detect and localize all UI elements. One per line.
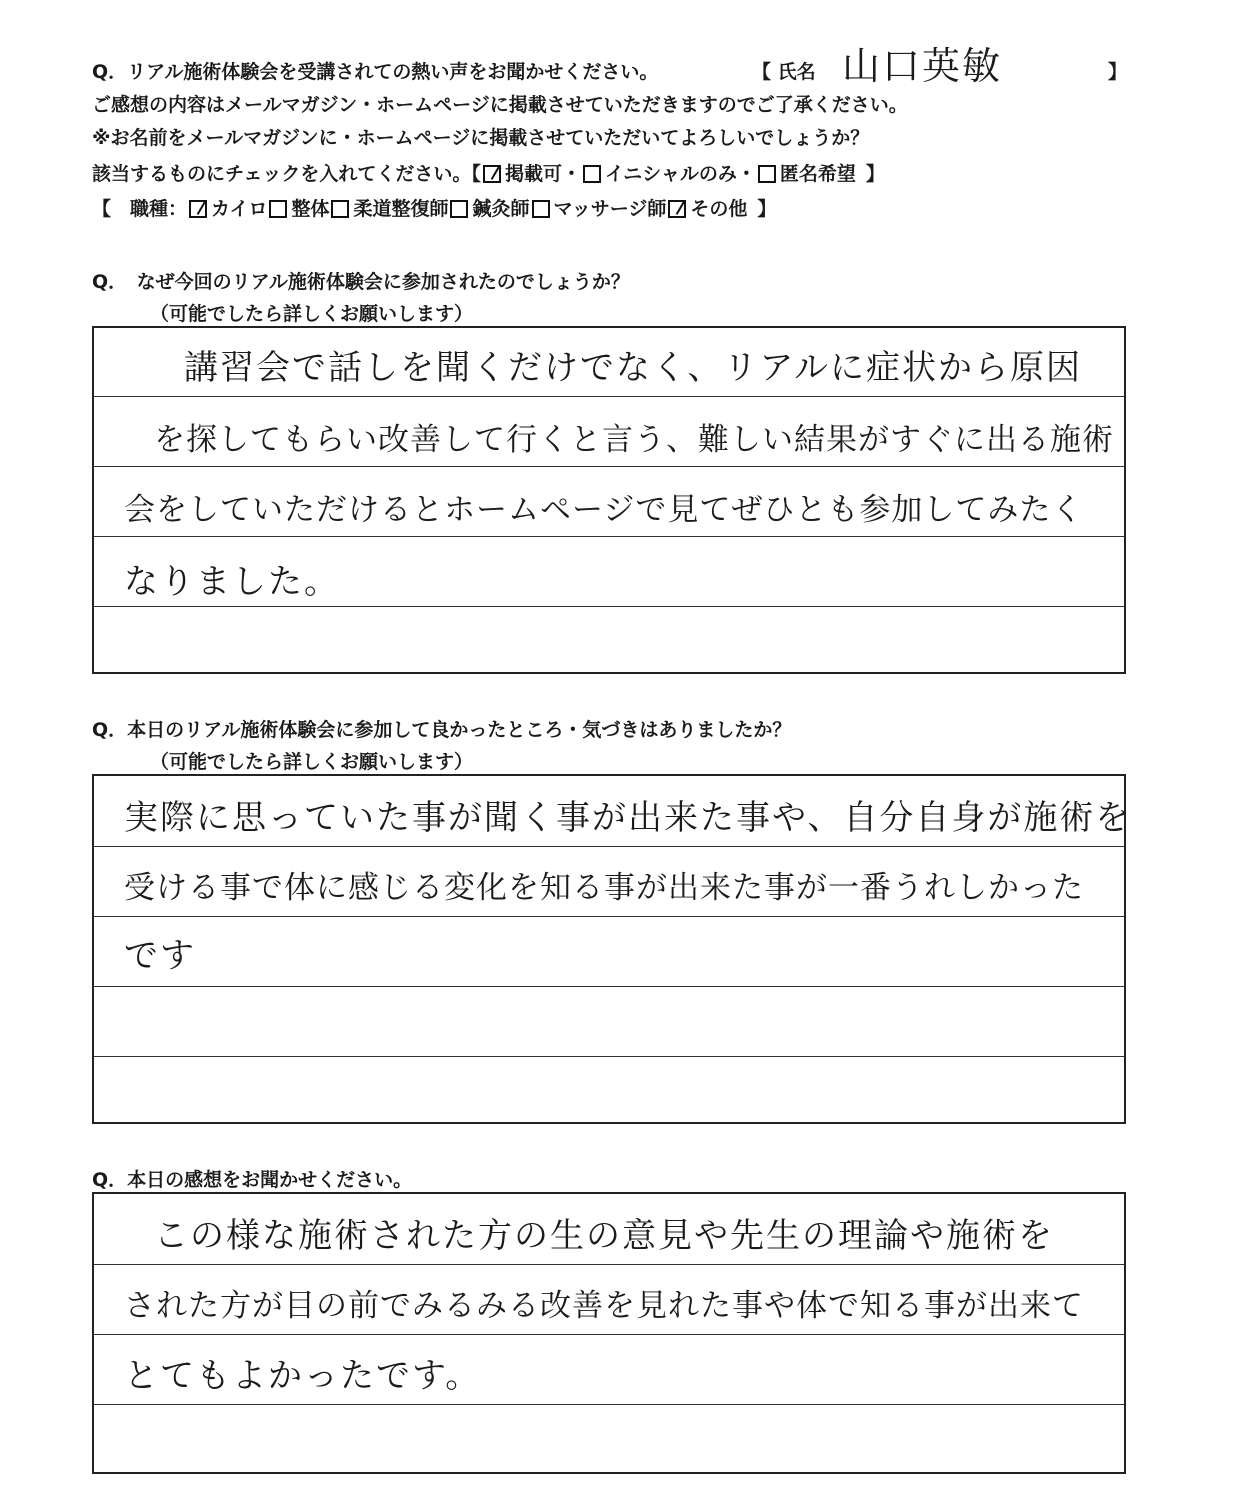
- job-acupuncture: 鍼灸師: [472, 198, 530, 220]
- publish-label: 掲載可・: [504, 163, 581, 185]
- q3-answer-line: された方が目の前でみるみる改善を見れた事や体で知る事が出来て: [124, 1288, 1084, 1324]
- answer-rule: [94, 916, 1124, 917]
- q2-answer-line: です: [124, 936, 196, 976]
- q1-subtitle: （可能でしたら詳しくお願いします）: [150, 303, 474, 325]
- job-checkbox-seitai[interactable]: [269, 200, 287, 218]
- name-value: 山口英敏: [842, 44, 1003, 88]
- publish-options: [92, 162, 885, 186]
- answer-rule: [94, 536, 1124, 537]
- q1-answer-line: なりました。: [124, 562, 340, 602]
- job-checkbox-massage[interactable]: [532, 200, 550, 218]
- check-prompt: 該当するものにチェックを入れてください。【: [92, 163, 481, 185]
- q2-answer-box: [92, 774, 1132, 1124]
- answer-rule: [94, 1056, 1124, 1057]
- q1-title: Q． なぜ今回のリアル施術体験会に参加されたのでしょうか？: [92, 271, 630, 293]
- name-label: 【 氏名: [752, 61, 816, 83]
- job-checkbox-acupuncture[interactable]: [450, 200, 468, 218]
- job-other: その他: [690, 198, 748, 220]
- q2-answer-line: 実際に思っていた事が聞く事が出来た事や、自分自身が施術を: [124, 798, 1132, 838]
- q2-title: Q．本日のリアル施術体験会に参加して良かったところ・気づきはありましたか？: [92, 719, 792, 741]
- initial-checkbox[interactable]: [583, 165, 601, 183]
- q3-answer-line: この様な施術された方の生の意見や先生の理論や施術を: [154, 1216, 1054, 1256]
- notice-text: ご感想の内容はメールマガジン・ホームページに掲載させていただきますのでご了承ください。: [92, 94, 908, 116]
- anonymous-checkbox[interactable]: [758, 165, 776, 183]
- answer-rule: [94, 466, 1124, 467]
- q3-answer-line: とてもよかったです。: [124, 1356, 482, 1396]
- job-checkbox-chiro[interactable]: [189, 200, 207, 218]
- permission-question: ※お名前をメールマガジンに・ホームページに掲載させていただいてよろしいでしょうか？: [92, 127, 870, 149]
- question-main: Q．リアル施術体験会を受講されての熱い声をお聞かせください。: [92, 61, 659, 83]
- job-massage: マッサージ師: [553, 198, 667, 220]
- answer-rule: [94, 846, 1124, 847]
- q2-subtitle: （可能でしたら詳しくお願いします）: [150, 751, 474, 773]
- q1-answer-box: [92, 326, 1126, 674]
- job-chiro: カイロ: [211, 198, 268, 220]
- answer-rule: [94, 1404, 1124, 1405]
- name-bracket-close: 】: [1108, 61, 1128, 83]
- job-seitai: 整体: [291, 198, 330, 220]
- q3-title: Q．本日の感想をお聞かせください。: [92, 1169, 413, 1191]
- job-checkbox-judo[interactable]: [331, 200, 349, 218]
- answer-rule: [94, 986, 1124, 987]
- options-close: 】: [865, 163, 885, 185]
- job-checkbox-other[interactable]: [668, 200, 686, 218]
- job-close: 】: [757, 198, 777, 220]
- answer-rule: [94, 1264, 1124, 1265]
- q1-answer-line: を探してもらい改善して行くと言う、難しい結果がすぐに出る施術: [154, 422, 1114, 458]
- answer-rule: [94, 1334, 1124, 1335]
- q1-answer-line: 講習会で話しを聞くだけでなく、リアルに症状から原因: [184, 348, 1082, 388]
- answer-rule: [94, 396, 1124, 397]
- q2-answer-line: 受ける事で体に感じる変化を知る事が出来た事が一番うれしかった: [124, 870, 1084, 906]
- job-judo: 柔道整復師: [353, 198, 449, 220]
- job-label: 【 職種：: [92, 198, 188, 220]
- q3-answer-box: [92, 1192, 1126, 1474]
- initial-label: イニシャルのみ・: [604, 163, 756, 185]
- answer-rule: [94, 606, 1124, 607]
- q1-answer-line: 会をしていただけるとホームページで見てぜひとも参加してみたく: [124, 492, 1084, 528]
- job-options: [92, 197, 776, 221]
- anonymous-label: 匿名希望: [779, 163, 856, 185]
- publish-checkbox[interactable]: [483, 165, 501, 183]
